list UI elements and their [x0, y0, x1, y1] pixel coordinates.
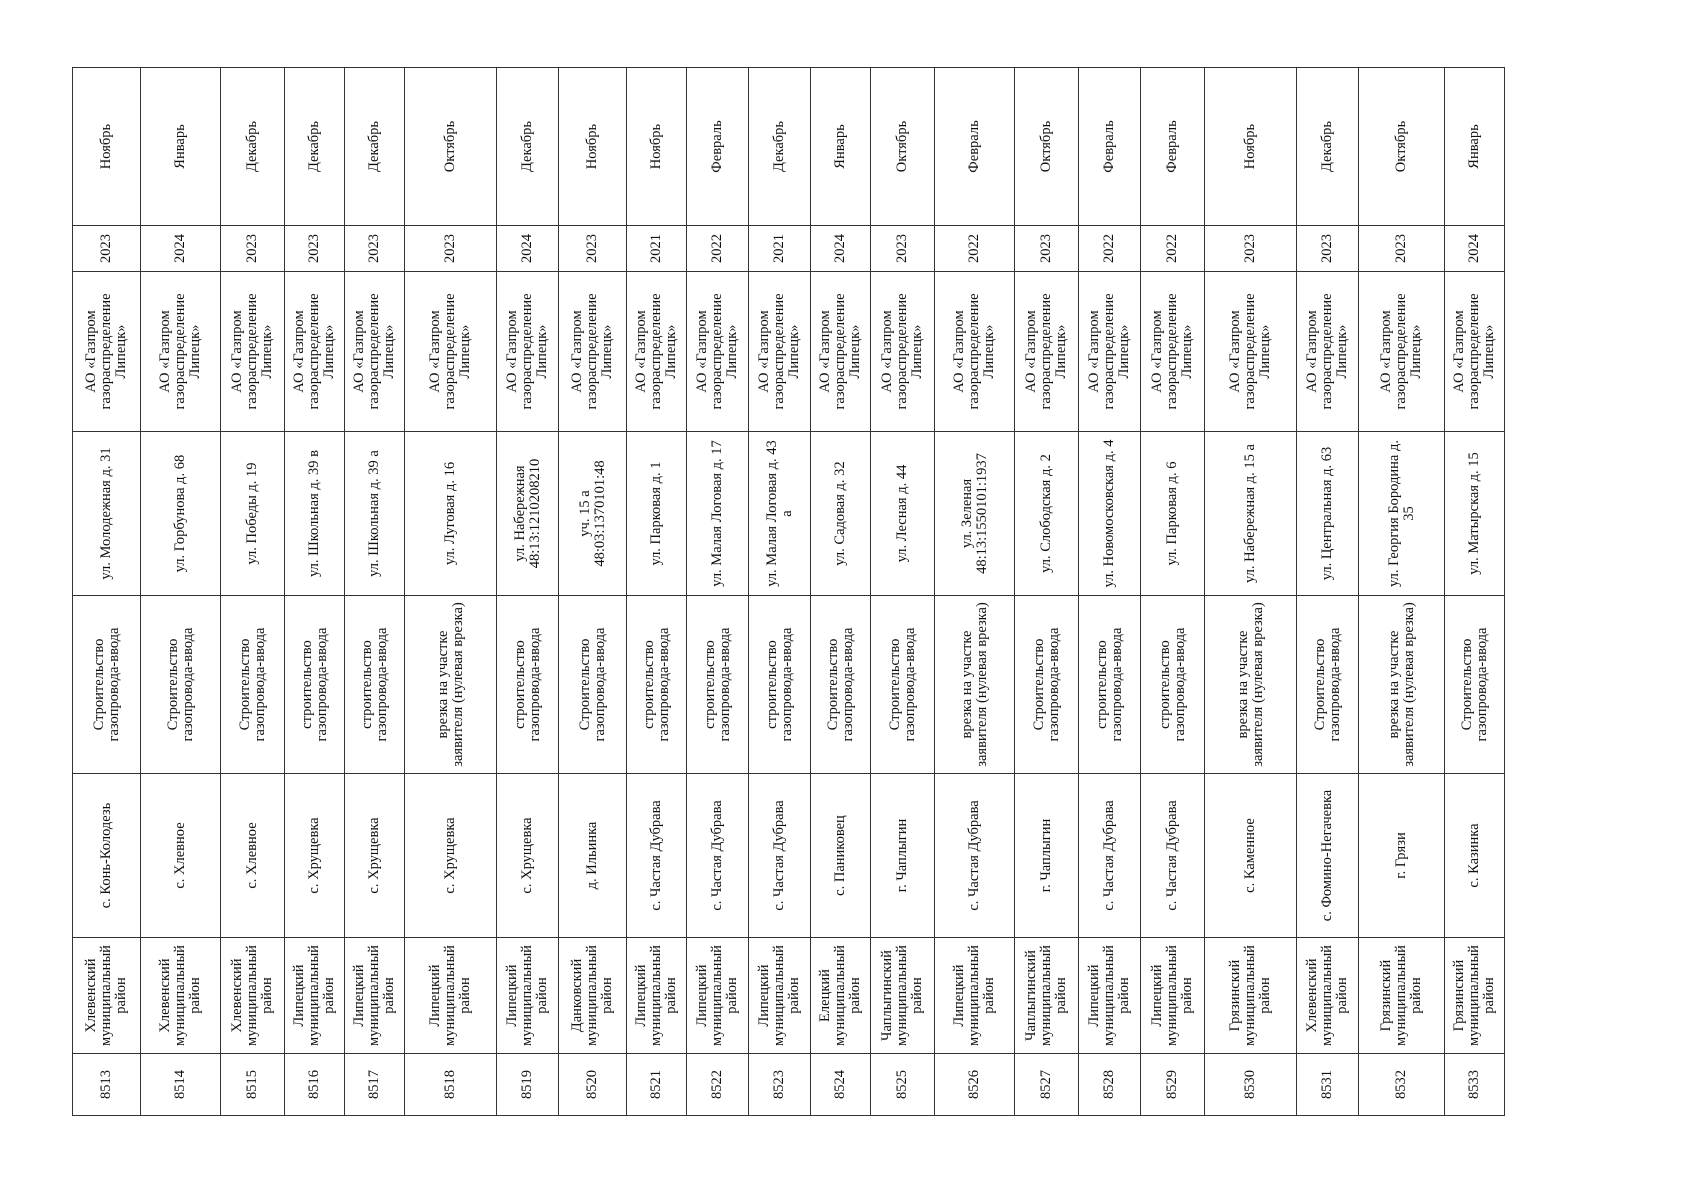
address-cell: ул. Малая Логовая д. 43 а — [749, 432, 811, 596]
address-cell: ул. Молодежная д. 31 — [73, 432, 141, 596]
district-cell: Хлевенский муниципальный район — [73, 938, 141, 1054]
month-cell: Октябрь — [405, 68, 497, 226]
table-row — [1297, 68, 1359, 1116]
row-number-cell: 8513 — [73, 1054, 141, 1116]
row-number-cell: 8528 — [1079, 1054, 1141, 1116]
row-number-cell: 8521 — [627, 1054, 687, 1116]
year-cell: 2022 — [935, 226, 1015, 272]
address-cell: ул. Георгия Бородина д. 35 — [1359, 432, 1445, 596]
work-type-cell: врезка на участке заявителя (нулевая врезка) — [935, 596, 1015, 774]
table-row — [687, 68, 749, 1116]
month-cell: Февраль — [1079, 68, 1141, 226]
district-cell: Липецкий муниципальный район — [935, 938, 1015, 1054]
row-number-cell: 8519 — [497, 1054, 559, 1116]
address-cell: ул. Школьная д. 39 в — [285, 432, 345, 596]
organization-cell: АО «Газпром газораспределение Липецк» — [559, 272, 627, 432]
address-cell: ул. Школьная д. 39 а — [345, 432, 405, 596]
year-cell: 2023 — [73, 226, 141, 272]
locality-cell: с. Конь-Колодезь — [73, 774, 141, 938]
locality-cell: с. Хлевное — [221, 774, 285, 938]
work-type-cell: врезка на участке заявителя (нулевая врезка) — [1205, 596, 1297, 774]
address-cell: ул. Парковая д. 1 — [627, 432, 687, 596]
table-row — [1141, 68, 1205, 1116]
organization-cell: АО «Газпром газораспределение Липецк» — [1015, 272, 1079, 432]
year-cell: 2024 — [497, 226, 559, 272]
year-cell: 2024 — [811, 226, 871, 272]
table-row — [1079, 68, 1141, 1116]
organization-cell: АО «Газпром газораспределение Липецк» — [141, 272, 221, 432]
locality-cell: с. Хлевное — [141, 774, 221, 938]
work-type-cell: Строительство газопровода-ввода — [811, 596, 871, 774]
table-row — [345, 68, 405, 1116]
organization-cell: АО «Газпром газораспределение Липецк» — [1359, 272, 1445, 432]
district-cell: Липецкий муниципальный район — [497, 938, 559, 1054]
locality-cell: с. Частая Дубрава — [627, 774, 687, 938]
address-cell: ул. Матырская д. 15 — [1445, 432, 1505, 596]
work-type-cell: Строительство газопровода-ввода — [559, 596, 627, 774]
locality-cell: с. Хрущевка — [345, 774, 405, 938]
work-type-cell: строительство газопровода-ввода — [285, 596, 345, 774]
year-cell: 2022 — [687, 226, 749, 272]
month-cell: Январь — [811, 68, 871, 226]
row-number-cell: 8525 — [871, 1054, 935, 1116]
organization-cell: АО «Газпром газораспределение Липецк» — [687, 272, 749, 432]
organization-cell: АО «Газпром газораспределение Липецк» — [1141, 272, 1205, 432]
month-cell: Декабрь — [497, 68, 559, 226]
work-type-cell: строительство газопровода-ввода — [627, 596, 687, 774]
locality-cell: с. Частая Дубрава — [1141, 774, 1205, 938]
address-cell: ул. Малая Логовая д. 17 — [687, 432, 749, 596]
year-cell: 2021 — [627, 226, 687, 272]
locality-cell: г. Чаплыгин — [1015, 774, 1079, 938]
table-row — [141, 68, 221, 1116]
district-cell: Грязинский муниципальный район — [1205, 938, 1297, 1054]
row-number-cell: 8518 — [405, 1054, 497, 1116]
district-cell: Хлевенский муниципальный район — [1297, 938, 1359, 1054]
address-cell: ул. Луговая д. 16 — [405, 432, 497, 596]
row-number-cell: 8531 — [1297, 1054, 1359, 1116]
district-cell: Липецкий муниципальный район — [627, 938, 687, 1054]
organization-cell: АО «Газпром газораспределение Липецк» — [871, 272, 935, 432]
document-page — [72, 68, 1632, 1116]
locality-cell: с. Хрущевка — [405, 774, 497, 938]
locality-cell: с. Частая Дубрава — [749, 774, 811, 938]
locality-cell: с. Частая Дубрава — [1079, 774, 1141, 938]
address-cell: ул. Лесная д. 44 — [871, 432, 935, 596]
month-cell: Декабрь — [285, 68, 345, 226]
locality-cell: с. Частая Дубрава — [935, 774, 1015, 938]
year-cell: 2023 — [871, 226, 935, 272]
year-cell: 2023 — [559, 226, 627, 272]
table-row — [1445, 68, 1505, 1116]
table-row — [405, 68, 497, 1116]
organization-cell: АО «Газпром газораспределение Липецк» — [73, 272, 141, 432]
address-cell: ул. Горбунова д. 68 — [141, 432, 221, 596]
work-type-cell: строительство газопровода-ввода — [345, 596, 405, 774]
table-row — [749, 68, 811, 1116]
year-cell: 2022 — [1079, 226, 1141, 272]
work-type-cell: Строительство газопровода-ввода — [1015, 596, 1079, 774]
month-cell: Январь — [141, 68, 221, 226]
row-number-cell: 8527 — [1015, 1054, 1079, 1116]
organization-cell: АО «Газпром газораспределение Липецк» — [285, 272, 345, 432]
month-cell: Октябрь — [1359, 68, 1445, 226]
row-number-cell: 8524 — [811, 1054, 871, 1116]
year-cell: 2023 — [345, 226, 405, 272]
locality-cell: г. Грязи — [1359, 774, 1445, 938]
year-cell: 2021 — [749, 226, 811, 272]
district-cell: Липецкий муниципальный район — [1141, 938, 1205, 1054]
month-cell: Декабрь — [749, 68, 811, 226]
locality-cell: с. Фомино-Негачевка — [1297, 774, 1359, 938]
row-number-cell: 8517 — [345, 1054, 405, 1116]
work-type-cell: Строительство газопровода-ввода — [141, 596, 221, 774]
year-cell: 2024 — [1445, 226, 1505, 272]
year-cell: 2023 — [1205, 226, 1297, 272]
district-cell: Липецкий муниципальный район — [345, 938, 405, 1054]
work-type-cell: Строительство газопровода-ввода — [73, 596, 141, 774]
district-cell: Елецкий муниципальный район — [811, 938, 871, 1054]
district-cell: Грязинский муниципальный район — [1445, 938, 1505, 1054]
address-cell: ул. Победы д. 19 — [221, 432, 285, 596]
row-number-cell: 8533 — [1445, 1054, 1505, 1116]
district-cell: Липецкий муниципальный район — [1079, 938, 1141, 1054]
month-cell: Декабрь — [221, 68, 285, 226]
table-row — [811, 68, 871, 1116]
address-cell: ул. Садовая д. 32 — [811, 432, 871, 596]
work-type-cell: строительство газопровода-ввода — [749, 596, 811, 774]
work-type-cell: Строительство газопровода-ввода — [1445, 596, 1505, 774]
organization-cell: АО «Газпром газораспределение Липецк» — [935, 272, 1015, 432]
locality-cell: с. Каменное — [1205, 774, 1297, 938]
month-cell: Октябрь — [871, 68, 935, 226]
month-cell: Декабрь — [345, 68, 405, 226]
district-cell: Липецкий муниципальный район — [687, 938, 749, 1054]
organization-cell: АО «Газпром газораспределение Липецк» — [497, 272, 559, 432]
organization-cell: АО «Газпром газораспределение Липецк» — [627, 272, 687, 432]
locality-cell: д. Ильинка — [559, 774, 627, 938]
address-cell: ул. Новомосковская д. 4 — [1079, 432, 1141, 596]
locality-cell: с. Казинка — [1445, 774, 1505, 938]
table-row — [1205, 68, 1297, 1116]
address-cell: ул. Набережная 48:13:1210208210 — [497, 432, 559, 596]
month-cell: Февраль — [1141, 68, 1205, 226]
row-number-cell: 8529 — [1141, 1054, 1205, 1116]
organization-cell: АО «Газпром газораспределение Липецк» — [1297, 272, 1359, 432]
row-number-cell: 8515 — [221, 1054, 285, 1116]
table-row — [871, 68, 935, 1116]
year-cell: 2023 — [285, 226, 345, 272]
work-type-cell: строительство газопровода-ввода — [497, 596, 559, 774]
row-number-cell: 8523 — [749, 1054, 811, 1116]
address-cell: ул. Зеленая 48:13:1550101:1937 — [935, 432, 1015, 596]
district-cell: Данковский муниципальный район — [559, 938, 627, 1054]
month-cell: Февраль — [935, 68, 1015, 226]
month-cell: Ноябрь — [73, 68, 141, 226]
gas-connection-table — [72, 67, 1505, 1116]
district-cell: Липецкий муниципальный район — [749, 938, 811, 1054]
year-cell: 2023 — [405, 226, 497, 272]
table-row — [73, 68, 141, 1116]
locality-cell: с. Хрущевка — [497, 774, 559, 938]
row-number-cell: 8516 — [285, 1054, 345, 1116]
locality-cell: с. Хрущевка — [285, 774, 345, 938]
district-cell: Чаплыгинский муниципальный район — [871, 938, 935, 1054]
address-cell: ул. Парковая д. 6 — [1141, 432, 1205, 596]
row-number-cell: 8520 — [559, 1054, 627, 1116]
locality-cell: с. Паниковец — [811, 774, 871, 938]
year-cell: 2023 — [1297, 226, 1359, 272]
district-cell: Чаплыгинский муниципальный район — [1015, 938, 1079, 1054]
organization-cell: АО «Газпром газораспределение Липецк» — [345, 272, 405, 432]
address-cell: ул. Центральная д. 63 — [1297, 432, 1359, 596]
table-row — [221, 68, 285, 1116]
organization-cell: АО «Газпром газораспределение Липецк» — [749, 272, 811, 432]
district-cell: Грязинский муниципальный район — [1359, 938, 1445, 1054]
work-type-cell: врезка на участке заявителя (нулевая врезка) — [405, 596, 497, 774]
row-number-cell: 8530 — [1205, 1054, 1297, 1116]
work-type-cell: строительство газопровода-ввода — [1079, 596, 1141, 774]
month-cell: Январь — [1445, 68, 1505, 226]
row-number-cell: 8522 — [687, 1054, 749, 1116]
row-number-cell: 8526 — [935, 1054, 1015, 1116]
address-cell: ул. Слободская д. 2 — [1015, 432, 1079, 596]
table-row — [559, 68, 627, 1116]
address-cell: уч. 15 а 48:03:1370101:48 — [559, 432, 627, 596]
month-cell: Октябрь — [1015, 68, 1079, 226]
district-cell: Липецкий муниципальный район — [285, 938, 345, 1054]
table-row — [285, 68, 345, 1116]
year-cell: 2023 — [1359, 226, 1445, 272]
year-cell: 2024 — [141, 226, 221, 272]
month-cell: Февраль — [687, 68, 749, 226]
organization-cell: АО «Газпром газораспределение Липецк» — [405, 272, 497, 432]
work-type-cell: строительство газопровода-ввода — [1141, 596, 1205, 774]
organization-cell: АО «Газпром газораспределение Липецк» — [1079, 272, 1141, 432]
month-cell: Ноябрь — [1205, 68, 1297, 226]
organization-cell: АО «Газпром газораспределение Липецк» — [221, 272, 285, 432]
year-cell: 2022 — [1141, 226, 1205, 272]
month-cell: Декабрь — [1297, 68, 1359, 226]
work-type-cell: строительство газопровода-ввода — [687, 596, 749, 774]
table-row — [935, 68, 1015, 1116]
row-number-cell: 8532 — [1359, 1054, 1445, 1116]
table-body — [73, 68, 1505, 1116]
work-type-cell: Строительство газопровода-ввода — [221, 596, 285, 774]
work-type-cell: Строительство газопровода-ввода — [871, 596, 935, 774]
year-cell: 2023 — [1015, 226, 1079, 272]
organization-cell: АО «Газпром газораспределение Липецк» — [811, 272, 871, 432]
work-type-cell: врезка на участке заявителя (нулевая врезка) — [1359, 596, 1445, 774]
month-cell: Ноябрь — [559, 68, 627, 226]
row-number-cell: 8514 — [141, 1054, 221, 1116]
table-row — [627, 68, 687, 1116]
table-row — [1359, 68, 1445, 1116]
year-cell: 2023 — [221, 226, 285, 272]
table-row — [497, 68, 559, 1116]
organization-cell: АО «Газпром газораспределение Липецк» — [1445, 272, 1505, 432]
district-cell: Липецкий муниципальный район — [405, 938, 497, 1054]
organization-cell: АО «Газпром газораспределение Липецк» — [1205, 272, 1297, 432]
work-type-cell: Строительство газопровода-ввода — [1297, 596, 1359, 774]
address-cell: ул. Набережная д. 15 а — [1205, 432, 1297, 596]
district-cell: Хлевенский муниципальный район — [141, 938, 221, 1054]
locality-cell: г. Чаплыгин — [871, 774, 935, 938]
month-cell: Ноябрь — [627, 68, 687, 226]
table-row — [1015, 68, 1079, 1116]
district-cell: Хлевенский муниципальный район — [221, 938, 285, 1054]
locality-cell: с. Частая Дубрава — [687, 774, 749, 938]
